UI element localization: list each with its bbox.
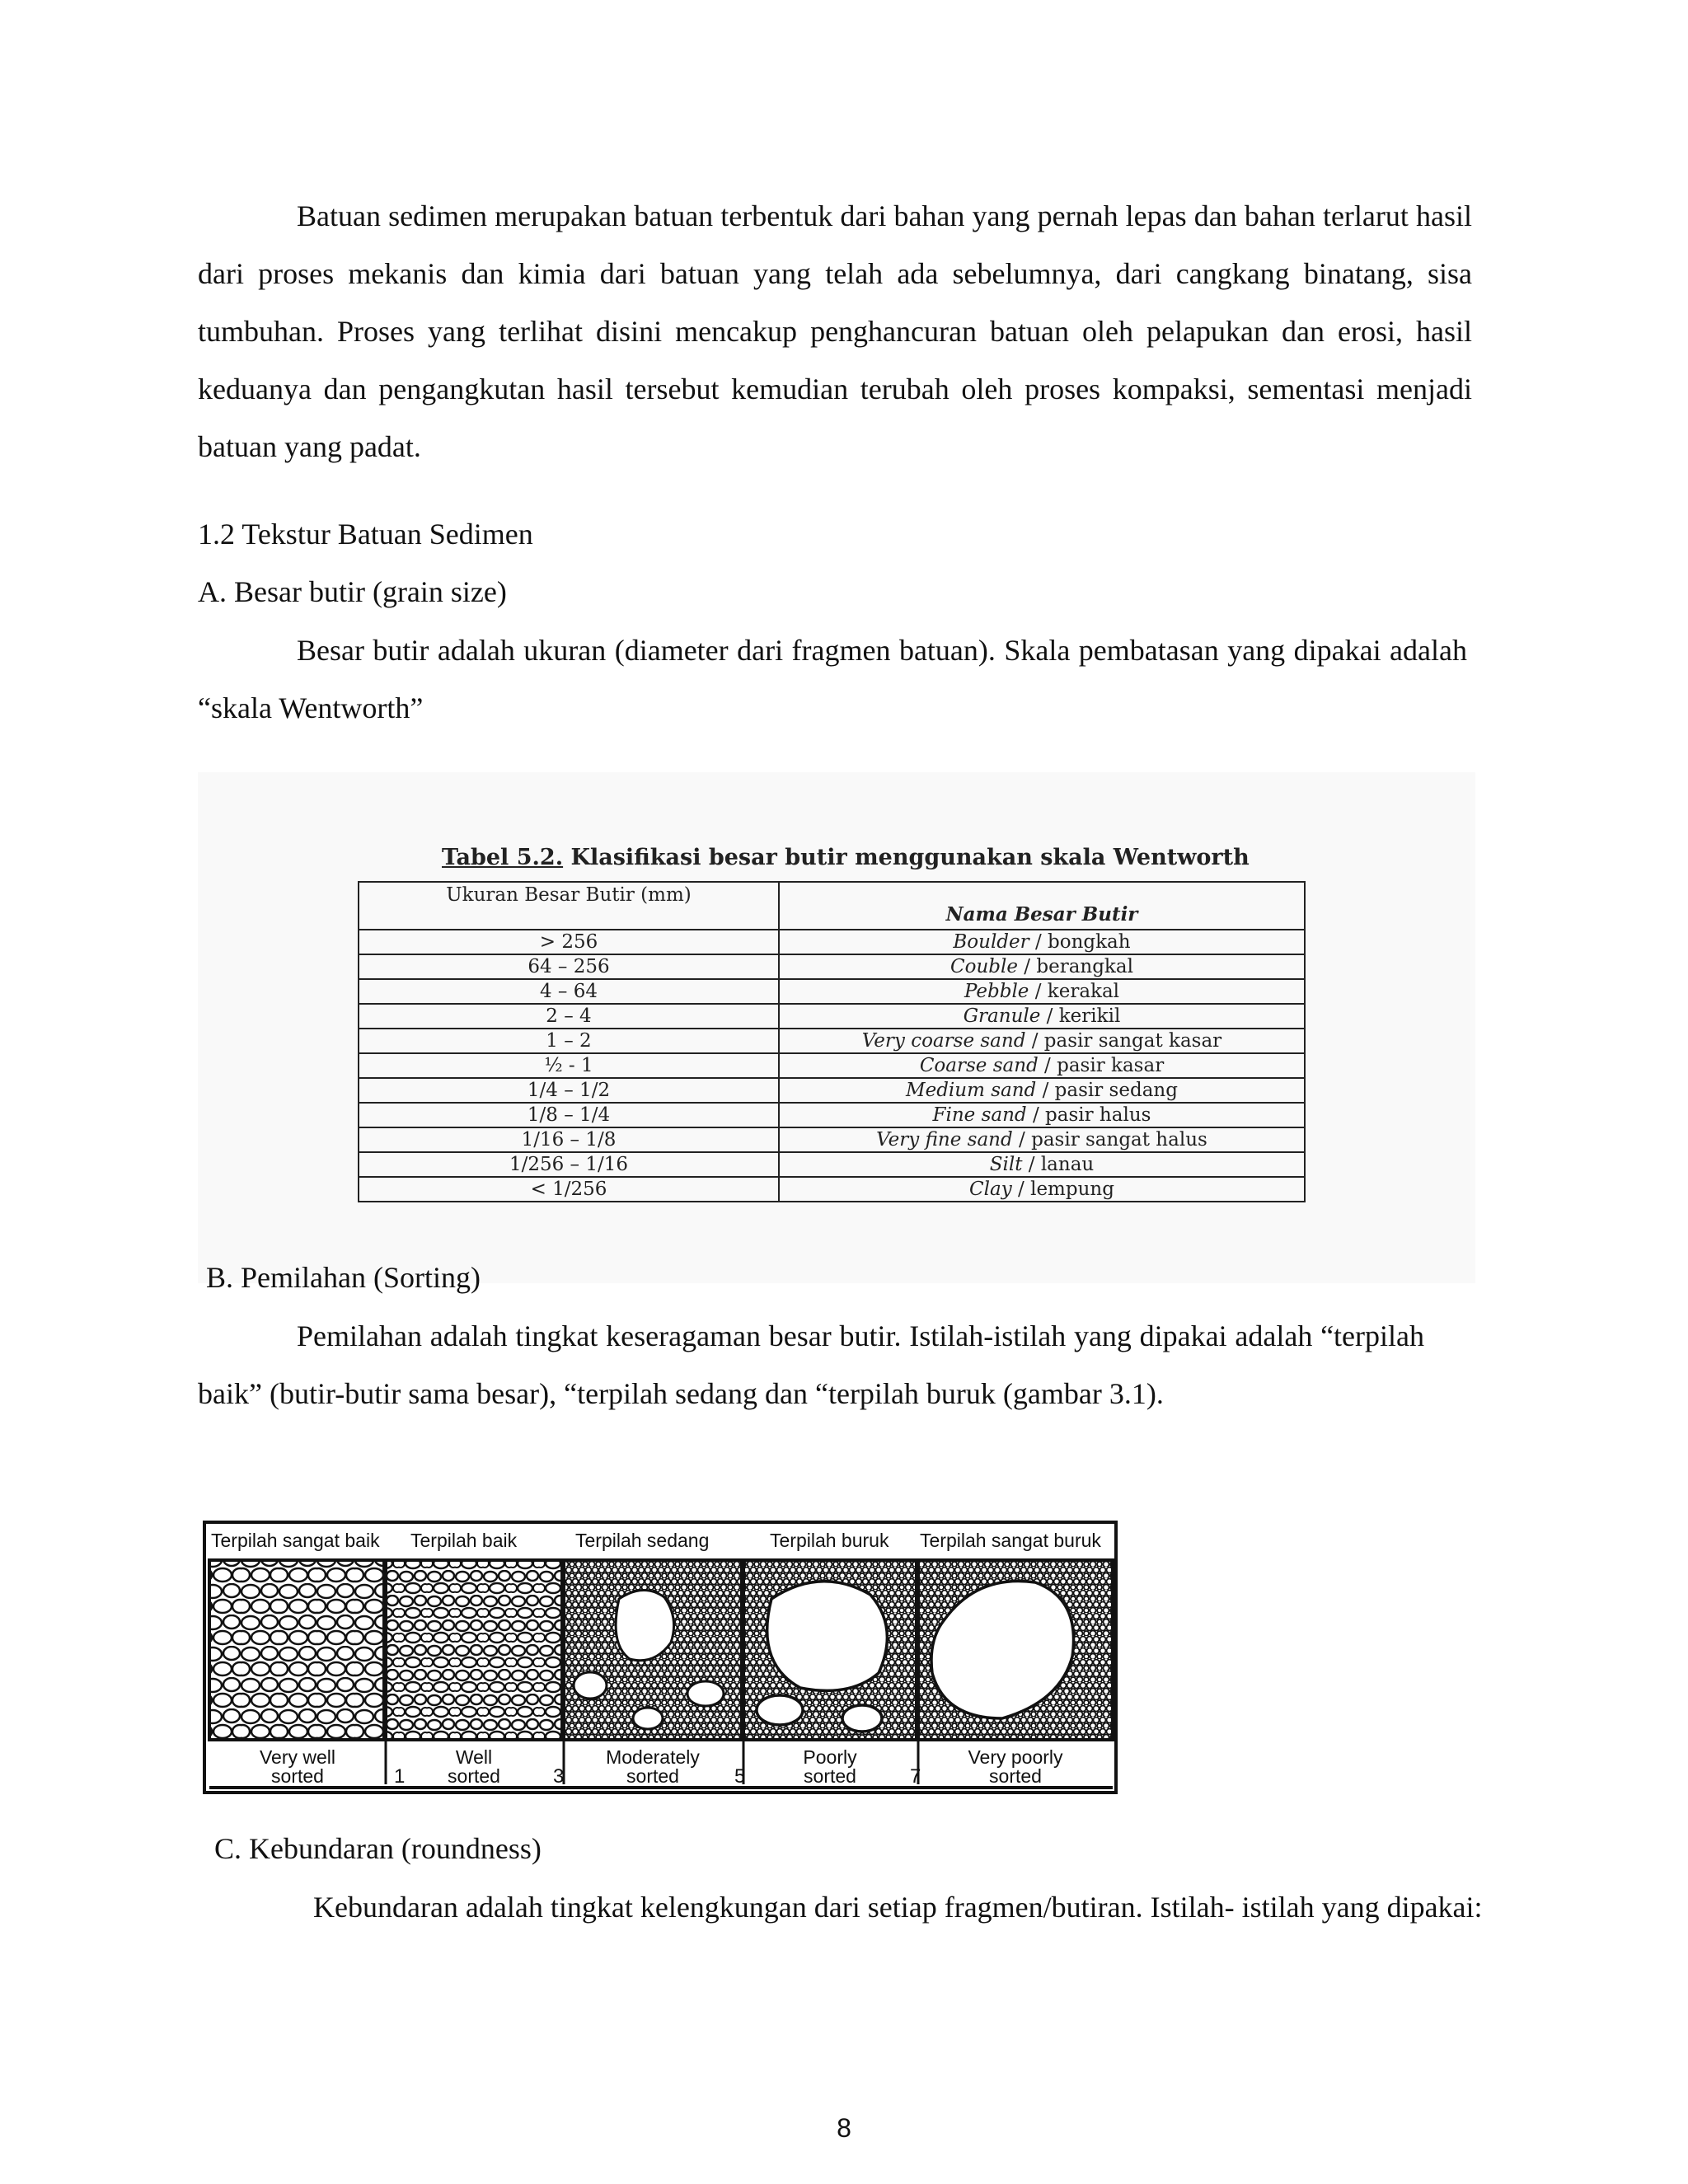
sorting-figure (203, 1521, 1118, 1794)
grain-size-cell: 64 – 256 (359, 954, 779, 979)
sorting-diagram (203, 1521, 1118, 1794)
header-grain-size: Ukuran Besar Butir (mm) (359, 882, 779, 930)
grain-size-cell: 1 – 2 (359, 1029, 779, 1053)
table-row (359, 1177, 1305, 1202)
grain-name-en: Medium sand (906, 1080, 1037, 1101)
grain-name-en: Couble (950, 956, 1018, 977)
grain-name-id: pasir halus (1045, 1104, 1151, 1126)
grain-name-cell: Pebble / kerakal (779, 979, 1305, 1004)
sorting-bottom-label: Well (455, 1746, 493, 1768)
sorting-bottom-label: Very poorly (968, 1746, 1063, 1768)
sorting-top-label: Terpilah buruk (770, 1530, 889, 1551)
table-caption-text: Klasifikasi besar butir menggunakan skala Wentworth (570, 845, 1250, 870)
grain-size-cell: < 1/256 (359, 1177, 779, 1202)
grain-name-id: lanau (1040, 1154, 1095, 1175)
grain-name-cell: Very coarse sand / pasir sangat kasar (779, 1029, 1305, 1053)
grain-name-id: pasir sedang (1054, 1080, 1178, 1101)
grain-size-cell: > 256 (359, 930, 779, 954)
grain-name-cell: Medium sand / pasir sedang (779, 1078, 1305, 1103)
grain-name-id: pasir sangat kasar (1043, 1030, 1222, 1052)
table-row (359, 979, 1305, 1004)
sorting-paragraph: Pemilahan adalah tingkat keseragaman besar butir. Istilah-istilah yang dipakai adalah “terpilah baik” (butir-butir sama besar), “terpilah sedang dan “terpilah buruk (gambar 3.1). (198, 1319, 1424, 1410)
table-row (359, 1152, 1305, 1177)
grain-name-en: Granule (963, 1005, 1041, 1027)
grain-name-cell: Coarse sand / pasir kasar (779, 1053, 1305, 1078)
sorting-top-label: Terpilah sedang (575, 1530, 710, 1551)
sorting-top-label: Terpilah sangat baik (211, 1530, 380, 1551)
table-row (359, 1004, 1305, 1029)
sorting-scale-number: 3 (553, 1765, 565, 1788)
grain-name-en: Very coarse sand (861, 1030, 1026, 1052)
sorting-scale-number: 5 (734, 1765, 746, 1788)
grain-name-en: Pebble (964, 981, 1029, 1002)
sorting-bottom-label: sorted (989, 1765, 1042, 1787)
grain-size-table (358, 881, 1306, 1202)
grain-name-en: Clay (969, 1179, 1012, 1200)
grain-size-cell: 1/16 – 1/8 (359, 1127, 779, 1152)
panel-well (386, 1560, 562, 1740)
table-row (359, 1103, 1305, 1127)
grain-name-id: lempung (1030, 1179, 1114, 1200)
grain-name-en: Coarse sand (919, 1055, 1039, 1076)
grain-name-cell: Silt / lanau (779, 1152, 1305, 1177)
table-row (359, 930, 1305, 954)
grain-name-cell: Couble / berangkal (779, 954, 1305, 979)
table-row (359, 1053, 1305, 1078)
grain-name-cell: Fine sand / pasir halus (779, 1103, 1305, 1127)
sorting-top-label: Terpilah sangat buruk (920, 1530, 1101, 1551)
panel-very-well (209, 1560, 384, 1740)
grain-name-cell: Very fine sand / pasir sangat halus (779, 1127, 1305, 1152)
table-row (359, 1029, 1305, 1053)
section-heading: 1.2 Tekstur Batuan Sedimen (198, 518, 533, 551)
grain-name-en: Very fine sand (876, 1129, 1013, 1151)
grain-name-en: Fine sand (932, 1104, 1027, 1126)
sorting-scale-number: 1 (394, 1765, 406, 1788)
grain-name-id: berangkal (1036, 956, 1133, 977)
sorting-scale-number: 7 (910, 1765, 921, 1788)
grain-name-id: pasir kasar (1057, 1055, 1165, 1076)
intro-paragraph: Batuan sedimen merupakan batuan terbentuk dari bahan yang pernah lepas dan bahan terlarut hasil dari proses mekanis dan kimia dari batuan yang telah ada sebelumnya, dari cangkang binatang, sisa tumbuhan. Proses yang terlihat disini mencakup penghancuran batuan oleh pelapukan dan erosi, hasil keduanya dan pengangkutan hasil tersebut kemudian terubah oleh proses kompaksi, sementasi menjadi batuan yang padat. (198, 199, 1472, 463)
wentworth-table-figure (198, 772, 1475, 1283)
grain-name-cell: Granule / kerikil (779, 1004, 1305, 1029)
grain-size-cell: 1/256 – 1/16 (359, 1152, 779, 1177)
table-body (359, 930, 1305, 1202)
roundness-paragraph: Kebundaran adalah tingkat kelengkungan dari setiap fragmen/butiran. Istilah- istilah yang dipakai: (313, 1891, 1483, 1924)
sorting-bottom-label: sorted (804, 1765, 856, 1787)
page-number: 8 (837, 2113, 851, 2143)
sorting-top-label: Terpilah baik (410, 1530, 518, 1551)
sorting-bottom-label: Moderately (606, 1746, 700, 1768)
grain-size-cell: 1/4 – 1/2 (359, 1078, 779, 1103)
table-row (359, 954, 1305, 979)
grain-size-cell: 2 – 4 (359, 1004, 779, 1029)
table-caption-number: Tabel 5.2. (442, 845, 564, 870)
grain-name-id: kerakal (1047, 981, 1120, 1002)
sorting-bottom-label: sorted (448, 1765, 500, 1787)
grain-name-cell: Boulder / bongkah (779, 930, 1305, 954)
grain-name-en: Silt (989, 1154, 1023, 1175)
subsection-c-heading: C. Kebundaran (roundness) (214, 1832, 542, 1865)
table-caption (442, 845, 1250, 870)
grain-size-cell: ½ - 1 (359, 1053, 779, 1078)
sorting-bottom-label: Very well (259, 1746, 336, 1768)
grain-name-id: kerikil (1058, 1005, 1121, 1027)
subsection-b-heading: B. Pemilahan (Sorting) (206, 1261, 481, 1294)
grain-name-cell: Clay / lempung (779, 1177, 1305, 1202)
grain-size-cell: 4 – 64 (359, 979, 779, 1004)
sorting-bottom-label: sorted (271, 1765, 324, 1787)
grain-name-id: pasir sangat halus (1031, 1129, 1207, 1151)
grain-size-paragraph: Besar butir adalah ukuran (diameter dari fragmen batuan). Skala pembatasan yang dipakai adalah “skala Wentworth” (198, 634, 1467, 724)
table-header-row (359, 882, 1305, 930)
subsection-a-heading: A. Besar butir (grain size) (198, 575, 507, 608)
sorting-bottom-label: sorted (626, 1765, 679, 1787)
table-row (359, 1078, 1305, 1103)
grain-name-en: Boulder (953, 931, 1029, 953)
grain-name-id: bongkah (1048, 931, 1131, 953)
table-row (359, 1127, 1305, 1152)
grain-size-cell: 1/8 – 1/4 (359, 1103, 779, 1127)
sorting-bottom-label: Poorly (803, 1746, 857, 1768)
header-grain-name: Nama Besar Butir (779, 882, 1305, 930)
